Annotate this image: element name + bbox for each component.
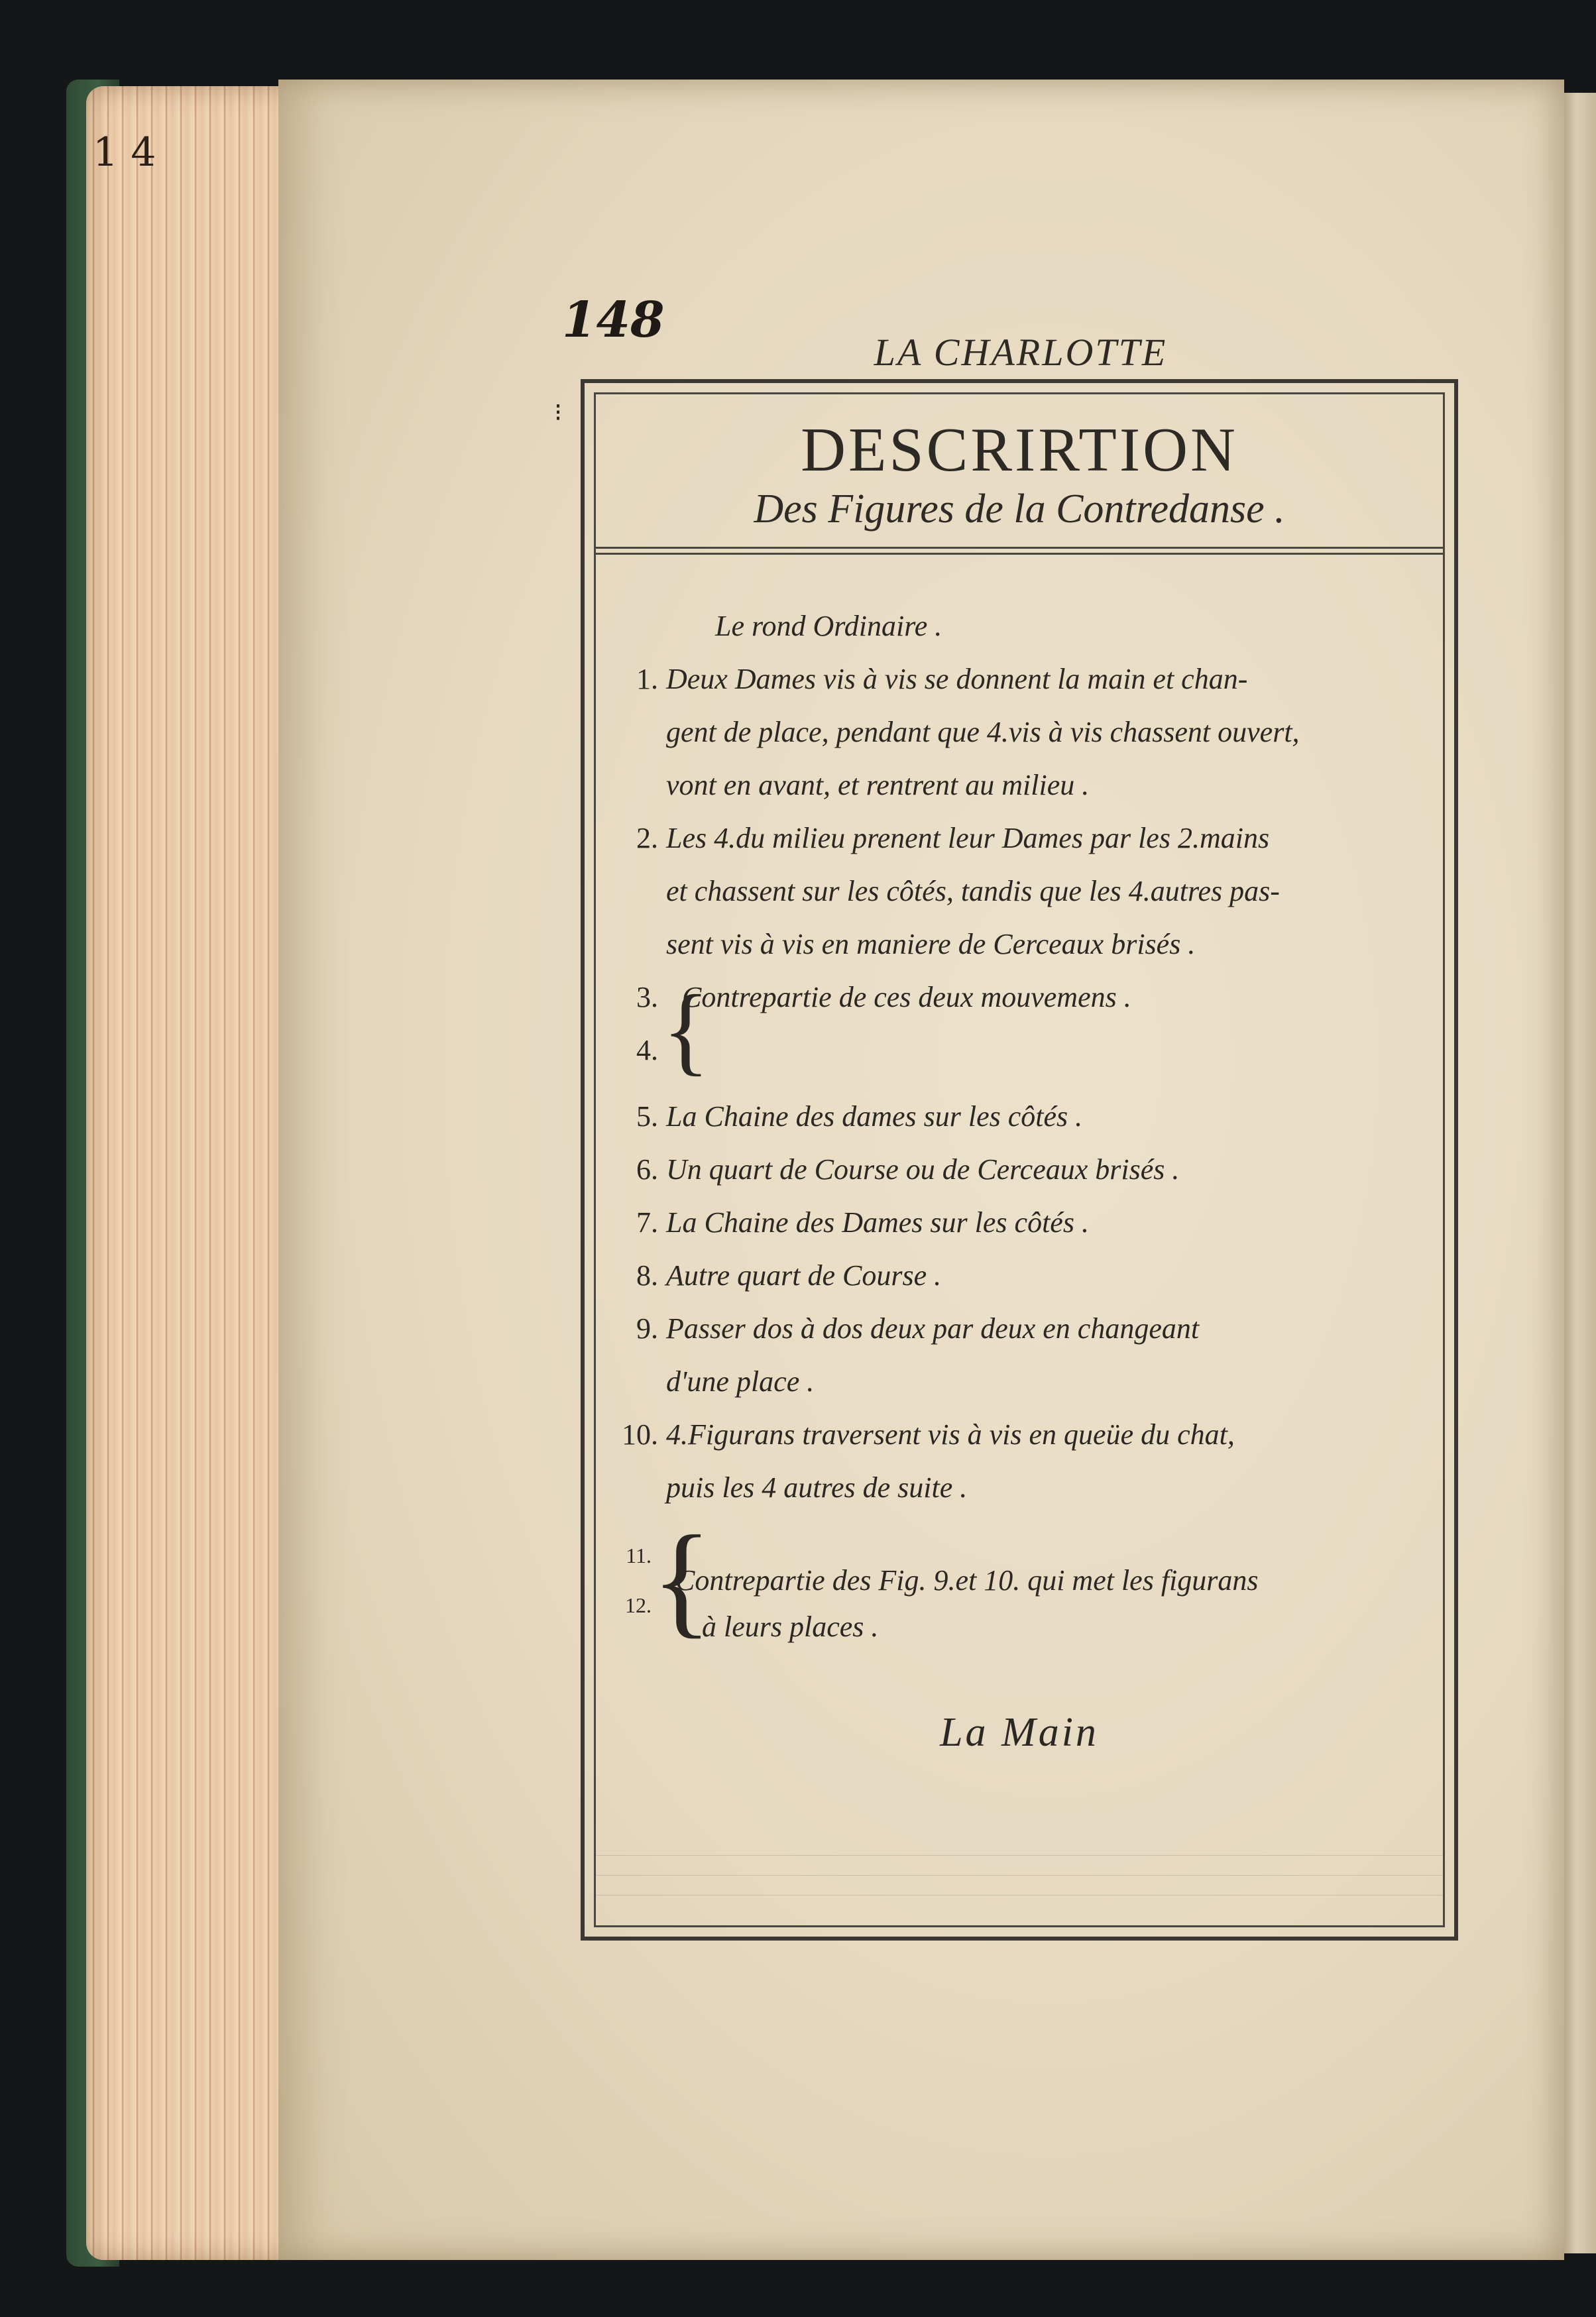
figures-body bbox=[596, 556, 1443, 1925]
figure-text: La Chaine des dames sur les côtés . bbox=[666, 1100, 1083, 1133]
page-edges bbox=[86, 86, 305, 2260]
title-box bbox=[596, 394, 1443, 549]
ruled-line bbox=[596, 1875, 1443, 1876]
figure-number: 3. bbox=[636, 981, 658, 1013]
figure-text: Les 4.du milieu prenent leur Dames par les 2.mains bbox=[666, 822, 1270, 854]
closing-text: La Main bbox=[940, 1710, 1099, 1755]
page-number: 148 bbox=[562, 292, 665, 349]
figure-text: 4.Figurans traversent vis à vis en queüe du chat, bbox=[666, 1418, 1235, 1451]
figure-number: 8. bbox=[636, 1259, 658, 1292]
figure-text-continued: vont en avant, et rentrent au milieu . bbox=[666, 769, 1090, 801]
plate-title: DESCRIRTION bbox=[801, 416, 1238, 484]
edge-marking: 1 4 bbox=[93, 129, 156, 176]
figure-number: 12. bbox=[625, 1593, 652, 1617]
ruled-line bbox=[596, 1855, 1443, 1856]
running-title: LA CHARLOTTE bbox=[874, 331, 1168, 374]
figure-text: Autre quart de Course . bbox=[666, 1259, 942, 1292]
figure-number: 6. bbox=[636, 1153, 658, 1186]
engraved-plate bbox=[581, 379, 1458, 1941]
figure-text-continued: d'une place . bbox=[666, 1365, 815, 1398]
figure-number: 1. bbox=[636, 663, 658, 695]
figure-number: 11. bbox=[626, 1544, 652, 1567]
plate-subtitle: Des Figures de la Contredanse . bbox=[754, 486, 1285, 532]
figure-text: Un quart de Course ou de Cerceaux brisés . bbox=[666, 1153, 1180, 1186]
figure-number: 7. bbox=[636, 1206, 658, 1239]
figure-text-continued: à leurs places . bbox=[702, 1611, 879, 1643]
figure-number: 4. bbox=[636, 1034, 658, 1066]
figure-text: La Chaine des Dames sur les côtés . bbox=[666, 1206, 1089, 1239]
figure-number: 2. bbox=[636, 822, 658, 854]
figure-text-continued: puis les 4 autres de suite . bbox=[666, 1471, 968, 1504]
brace-glyph: { bbox=[662, 975, 710, 1085]
figure-text-continued: et chassent sur les côtés, tandis que les 4.autres pas- bbox=[666, 875, 1280, 907]
figure-text: Passer dos à dos deux par deux en changeant bbox=[666, 1312, 1200, 1345]
figure-text: Deux Dames vis à vis se donnent la main et chan- bbox=[666, 663, 1248, 695]
plate-inner-frame bbox=[594, 392, 1445, 1927]
figure-number: 5. bbox=[636, 1100, 658, 1133]
figure-text: Contrepartie de ces deux mouvemens . bbox=[682, 981, 1131, 1013]
figure-number: 10. bbox=[622, 1418, 658, 1451]
figure-text-continued: sent vis à vis en maniere de Cerceaux brisés . bbox=[666, 928, 1196, 960]
figure-text: Contrepartie des Fig. 9.et 10. qui met les figurans bbox=[675, 1564, 1259, 1597]
margin-mark: ⁝ bbox=[554, 398, 563, 427]
facing-page-edge bbox=[1564, 93, 1596, 2253]
figure-text-continued: gent de place, pendant que 4.vis à vis chassent ouvert, bbox=[666, 716, 1300, 748]
brace-glyph: { bbox=[652, 1510, 712, 1650]
figures-heading: Le rond Ordinaire . bbox=[715, 610, 942, 642]
figure-number: 9. bbox=[636, 1312, 658, 1345]
